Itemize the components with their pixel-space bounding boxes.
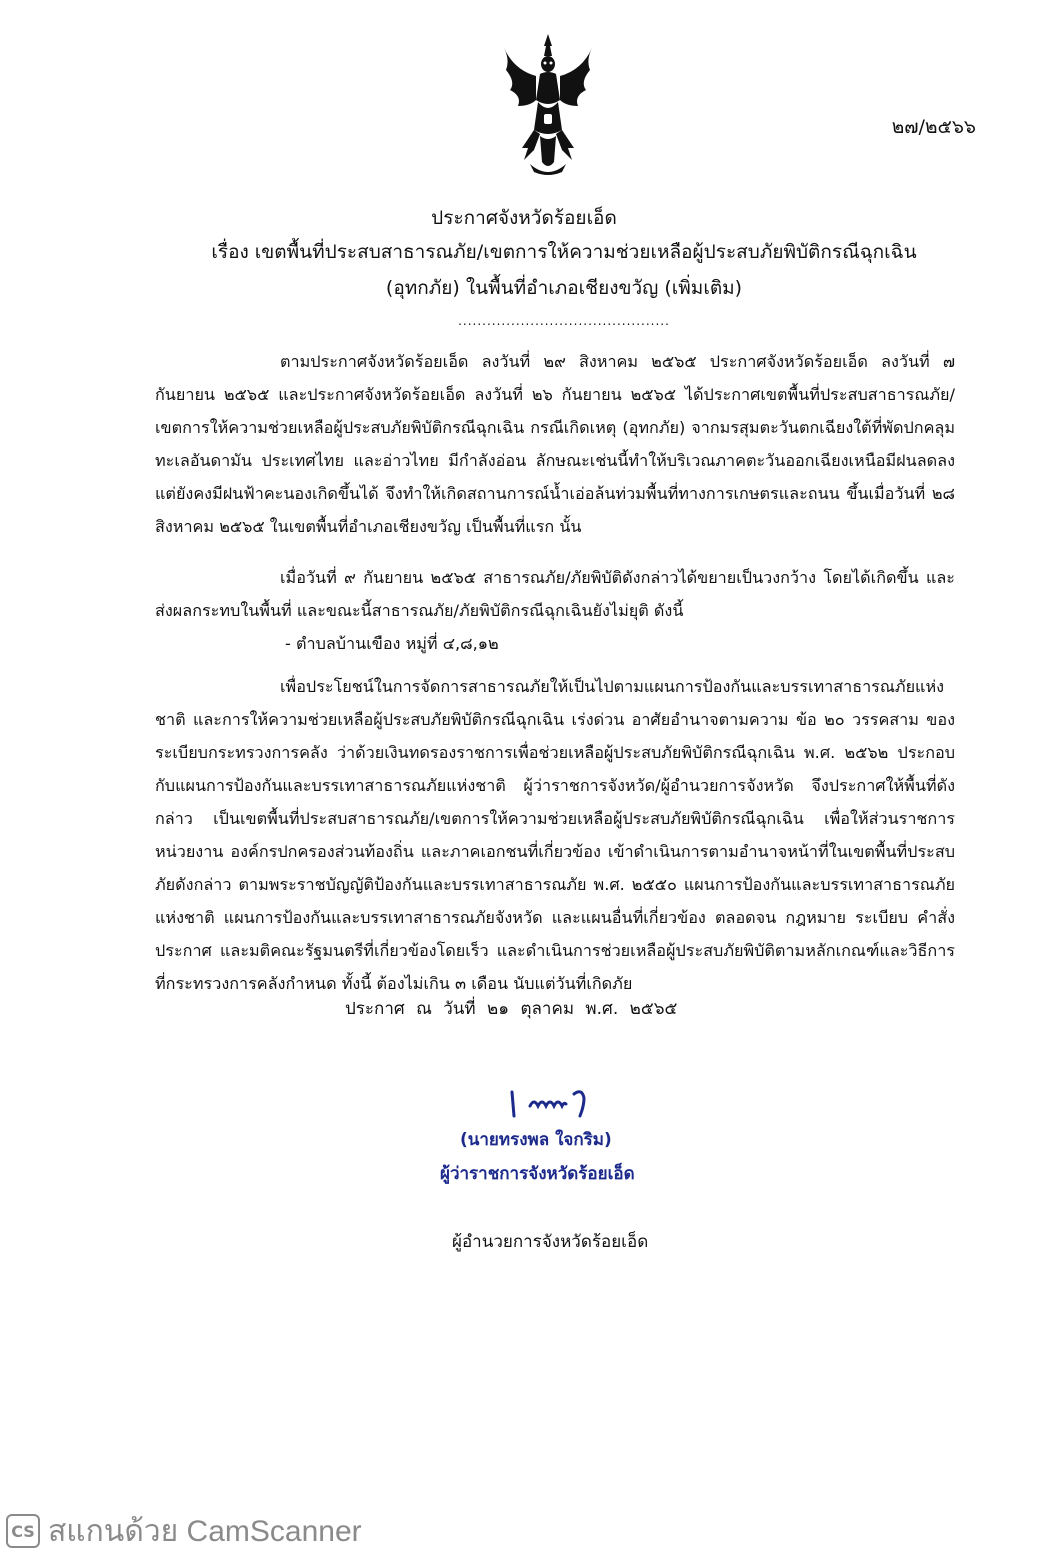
affected-area-item: - ตำบลบ้านเขือง หมู่ที่ ๔,๘,๑๒ [285, 634, 499, 653]
document-title: ประกาศจังหวัดร้อยเอ็ด [431, 207, 617, 229]
body-paragraph-3-text: เพื่อประโยชน์ในการจัดการสาธารณภัยให้เป็นไปตามแผนการป้องกันและบรรเทาสาธารณภัยแห่งชาติ และการให้ความช่วยเหลือผู้ประสบภัยพิบัติกรณีฉุกเฉิน เร่งด่วน อาศัยอำนาจตามความ ข้อ ๒๐ วรรคสาม ของระเบียบกระทรวงการคลัง ว่าด้วยเงินทดรองราชการเพื่อช่วยเหลือผู้ประสบภัยพิบัติกรณีฉุกเฉิน พ.ศ. ๒๕๖๒ ประกอบกับแผนการป้องกันและบรรเทาสาธารณภัยแห่งชาติ ผู้ว่าราชการจังหวัด/ผู้อำนวยการจังหวัด จึงประกาศให้พื้นที่ดังกล่าว เป็นเขตพื้นที่ประสบสาธารณภัย/เขตการให้ความช่วยเหลือผู้ประสบภัยพิบัติกรณีฉุกเฉิน เพื่อให้ส่วนราชการ หน่วยงาน องค์กรปกครองส่วนท้องถิ่น และภาคเอกชนที่เกี่ยวข้อง เข้าดำเนินการตามอำนาจหน้าที่ในเขตพื้นที่ประสบภัยดังกล่าว ตามพระราชบัญญัติป้องกันและบรรเทาสาธารณภัย พ.ศ. ๒๕๕๐ แผนการป้องกันและบรรเทาสาธารณภัยแห่งชาติ แผนการป้องกันและบรรเทาสาธารณภัยจังหวัด และแผนอื่นที่เกี่ยวข้อง ตลอดจน กฎหมาย ระเบียบ คำสั่ง ประกาศ และมติคณะรัฐมนตรีที่เกี่ยวข้องโดยเร็ว และดำเนินการช่วยเหลือผู้ประสบภัยพิบัติตามหลักเกณฑ์และวิธีการที่กระทรวงการคลังกำหนด ทั้งนี้ ต้องไม่เกิน ๓ เดือน นับแต่วันที่เกิดภัย [155, 677, 955, 993]
body-paragraph-1 [155, 345, 955, 543]
camscanner-watermark [6, 1511, 362, 1551]
body-paragraph-2 [155, 561, 955, 627]
separator-line: ............................................ [458, 314, 670, 328]
garuda-emblem-icon [500, 30, 596, 180]
signer-name: (นายทรงพล ใจกริม) [460, 1130, 612, 1150]
handwritten-signature-icon [500, 1072, 630, 1132]
body-paragraph-3 [155, 670, 955, 1000]
document-subject: เรื่อง เขตพื้นที่ประสบสาธารณภัย/เขตการให้ความช่วยเหลือผู้ประสบภัยพิบัติกรณีฉุกเฉิน [211, 241, 917, 263]
watermark-text: สแกนด้วย CamScanner [48, 1514, 362, 1548]
signer-role: ผู้อำนวยการจังหวัดร้อยเอ็ด [452, 1232, 649, 1252]
document-subject-continued: (อุทกภัย) ในพื้นที่อำเภอเชียงขวัญ (เพิ่มเติม) [385, 277, 743, 299]
document-number: ๒๗/๒๕๖๖ [891, 116, 976, 138]
body-paragraph-1-text: ตามประกาศจังหวัดร้อยเอ็ด ลงวันที่ ๒๙ สิงหาคม ๒๕๖๕ ประกาศจังหวัดร้อยเอ็ด ลงวันที่ ๗ กันยายน ๒๕๖๕ และประกาศจังหวัดร้อยเอ็ด ลงวันที่ ๒๖ กันยายน ๒๕๖๕ ได้ประกาศเขตพื้นที่ประสบสาธารณภัย/เขตการให้ความช่วยเหลือผู้ประสบภัยพิบัติกรณีฉุกเฉิน กรณีเกิดเหตุ (อุทกภัย) จากมรสุมตะวันตกเฉียงใต้ที่พัดปกคลุมทะเลอันดามัน ประเทศไทย และอ่าวไทย มีกำลังอ่อน ลักษณะเช่นนี้ทำให้บริเวณภาคตะวันออกเฉียงเหนือมีฝนลดลง แต่ยังคงมีฝนฟ้าคะนองเกิดขึ้นได้ จึงทำให้เกิดสถานการณ์น้ำเอ่อล้นท่วมพื้นที่ทางการเกษตรและถนน ขึ้นเมื่อวันที่ ๒๘ สิงหาคม ๒๕๖๕ ในเขตพื้นที่อำเภอเชียงขวัญ เป็นพื้นที่แรก นั้น [155, 352, 955, 536]
body-paragraph-2-text: เมื่อวันที่ ๙ กันยายน ๒๕๖๕ สาธารณภัย/ภัยพิบัติดังกล่าวได้ขยายเป็นวงกว้าง โดยได้เกิดขึ้น และส่งผลกระทบในพื้นที่ และขณะนี้สาธารณภัย/ภัยพิบัติกรณีฉุกเฉินยังไม่ยุติ ดังนี้ [155, 568, 955, 620]
signer-position: ผู้ว่าราชการจังหวัดร้อยเอ็ด [440, 1164, 635, 1184]
announcement-date: ประกาศ ณ วันที่ ๒๑ ตุลาคม พ.ศ. ๒๕๖๕ [345, 999, 678, 1019]
camscanner-logo-icon: CS [6, 1514, 40, 1548]
